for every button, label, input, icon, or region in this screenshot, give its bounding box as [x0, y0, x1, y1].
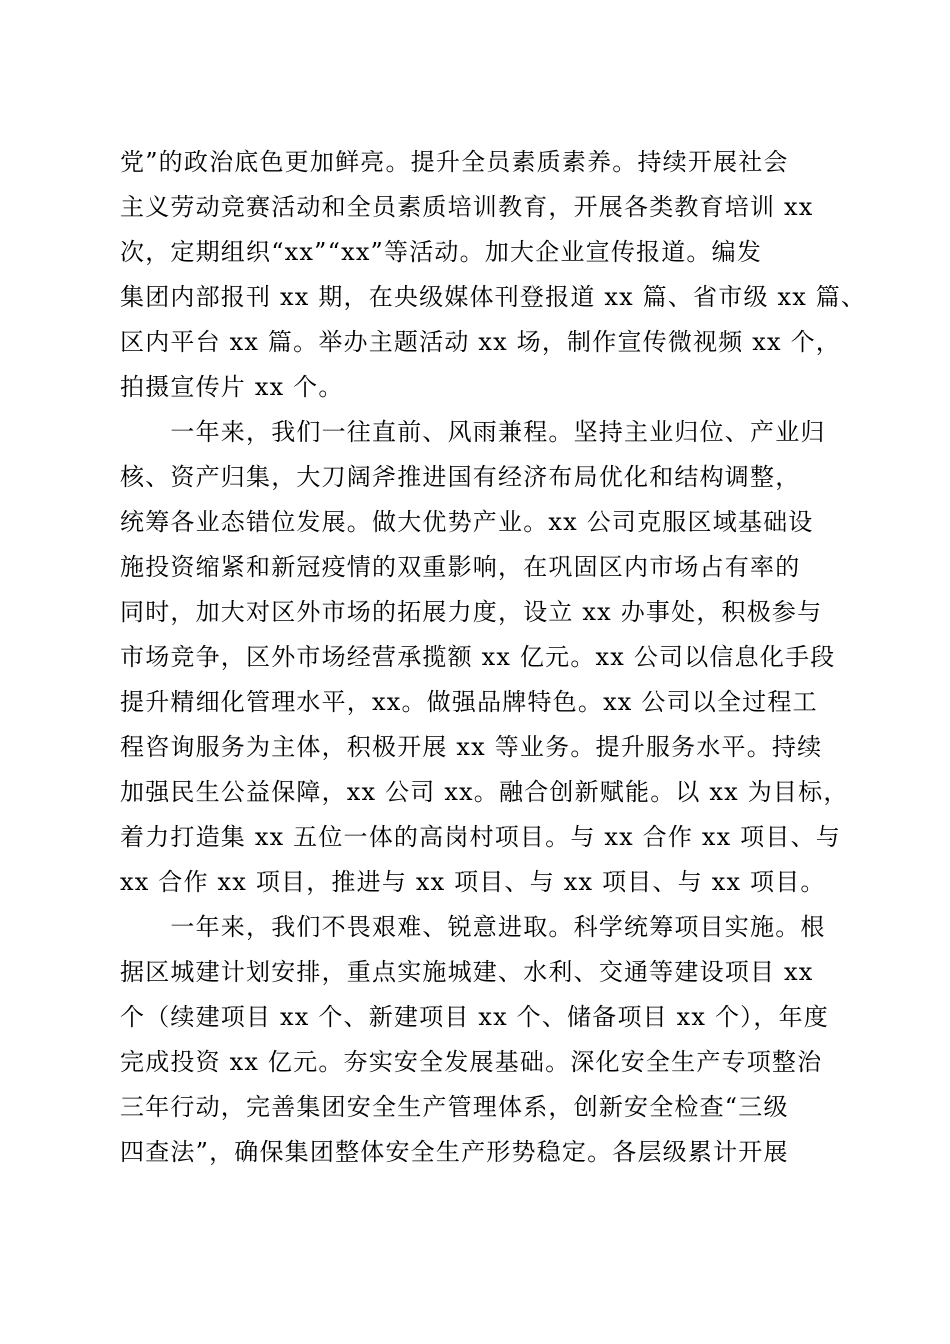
text-line: 提升精细化管理水平，xx。做强品牌特色。xx 公司以全过程工: [120, 688, 818, 716]
text-line: 个（续建项目 xx 个、新建项目 xx 个、储备项目 xx 个），年度: [120, 1003, 829, 1031]
text-line: 拍摄宣传片 xx 个。: [120, 373, 344, 401]
text-line: 市场竞争，区外市场经营承揽额 xx 亿元。xx 公司以信息化手段: [120, 643, 836, 671]
text-line: 区内平台 xx 篇。举办主题活动 xx 场，制作宣传微视频 xx 个，: [120, 328, 841, 356]
text-line: 完成投资 xx 亿元。夯实安全发展基础。深化安全生产专项整治: [120, 1048, 823, 1076]
text-line: 据区城建计划安排，重点实施城建、水利、交通等建设项目 xx: [120, 958, 814, 986]
text-line: 程咨询服务为主体，积极开展 xx 等业务。提升服务水平。持续: [120, 733, 823, 761]
paragraph-1: [120, 140, 867, 410]
text-line: 党”的政治底色更加鲜亮。提升全员素质素养。持续开展社会: [120, 148, 789, 176]
text-line: 集团内部报刊 xx 期，在央级媒体刊登报道 xx 篇、省市级 xx 篇、: [120, 283, 867, 311]
text-line: 加强民生公益保障，xx 公司 xx。融合创新赋能。以 xx 为目标，: [120, 778, 849, 806]
text-line: 一年来，我们不畏艰难、锐意进取。科学统筹项目实施。根: [120, 913, 826, 941]
text-line: 主义劳动竞赛活动和全员素质培训教育，开展各类教育培训 xx: [120, 193, 814, 221]
paragraph-2: [120, 410, 849, 905]
text-line: 次，定期组织“xx”“xx”等活动。加大企业宣传报道。编发: [120, 238, 763, 266]
text-line: 核、资产归集，大刀阔斧推进国有经济布局优化和结构调整，: [120, 463, 801, 491]
text-line: 一年来，我们一往直前、风雨兼程。坚持主业归位、产业归: [120, 418, 826, 446]
text-line: 着力打造集 xx 五位一体的高岗村项目。与 xx 合作 xx 项目、与: [120, 823, 841, 851]
text-line: 同时，加大对区外市场的拓展力度，设立 xx 办事处，积极参与: [120, 598, 823, 626]
paragraph-3: [120, 905, 840, 1175]
text-line: 统筹各业态错位发展。做大优势产业。xx 公司克服区域基础设: [120, 508, 814, 536]
text-line: xx 合作 xx 项目，推进与 xx 项目、与 xx 项目、与 xx 项目。: [120, 868, 826, 896]
text-line: 四查法”，确保集团整体安全生产形势稳定。各层级累计开展: [120, 1138, 789, 1166]
text-line: 三年行动，完善集团安全生产管理体系，创新安全检查“三级: [120, 1093, 789, 1121]
document-body: [120, 140, 867, 1175]
text-line: 施投资缩紧和新冠疫情的双重影响，在巩固区内市场占有率的: [120, 553, 801, 581]
